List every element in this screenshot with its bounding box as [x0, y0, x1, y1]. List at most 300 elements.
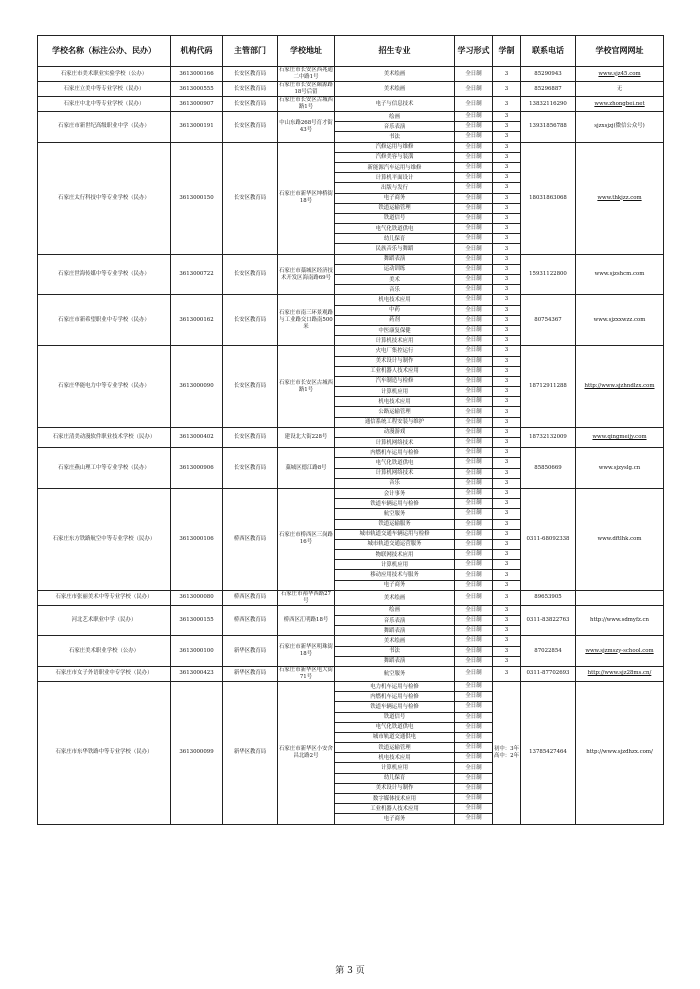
study-duration: 3 [493, 183, 521, 193]
enrollment-major: 城市轨道交通车辆运用与检修 [335, 529, 455, 539]
enrollment-major: 电气化铁道供电 [335, 224, 455, 234]
study-mode: 全日制 [455, 488, 493, 498]
enrollment-major: 美术绘画 [335, 82, 455, 97]
study-duration: 3 [493, 499, 521, 509]
study-duration: 3 [493, 427, 521, 437]
study-mode: 全日制 [455, 499, 493, 509]
enrollment-major: 音乐表演 [335, 616, 455, 626]
school-website: www.sjzshcm.com [576, 254, 664, 295]
enrollment-major: 汽修运用与维修 [335, 142, 455, 152]
study-duration: 3 [493, 550, 521, 560]
study-duration: 3 [493, 488, 521, 498]
supervising-department: 长安区教育局 [223, 97, 278, 112]
school-website: http://www.sjzdhzx.com/ [576, 681, 664, 824]
institution-code: 3613000162 [171, 295, 223, 346]
enrollment-major: 铁道车辆运用与检修 [335, 499, 455, 509]
enrollment-major: 幼儿保育 [335, 773, 455, 783]
study-duration: 3 [493, 448, 521, 458]
supervising-department: 长安区教育局 [223, 82, 278, 97]
study-mode: 全日制 [455, 397, 493, 407]
column-header: 联系电话 [521, 36, 576, 67]
study-mode: 全日制 [455, 254, 493, 264]
enrollment-major: 城市轨道交通供电 [335, 732, 455, 742]
study-mode: 全日制 [455, 112, 493, 122]
study-mode: 全日制 [455, 122, 493, 132]
school-address: 石家庄市新华区明珠街18号 [278, 636, 335, 667]
study-duration: 3 [493, 397, 521, 407]
study-mode: 全日制 [455, 605, 493, 615]
study-mode: 全日制 [455, 478, 493, 488]
supervising-department: 长安区教育局 [223, 254, 278, 295]
institution-code: 3613000423 [171, 666, 223, 681]
enrollment-major: 运动训练 [335, 264, 455, 274]
study-duration: 3 [493, 656, 521, 666]
enrollment-major: 中药 [335, 305, 455, 315]
table-row [38, 427, 664, 437]
school-address: 藁城区德江路8号 [278, 448, 335, 489]
study-duration: 3 [493, 519, 521, 529]
study-duration: 3 [493, 132, 521, 142]
table-row [38, 488, 664, 498]
enrollment-major: 新能源汽车运用与维修 [335, 162, 455, 172]
study-mode: 全日制 [455, 550, 493, 560]
study-mode: 全日制 [455, 529, 493, 539]
school-table [37, 35, 664, 825]
enrollment-major: 计算机网络技术 [335, 468, 455, 478]
supervising-department: 长安区教育局 [223, 346, 278, 428]
study-mode: 全日制 [455, 712, 493, 722]
column-header: 学制 [493, 36, 521, 67]
enrollment-major: 美术绘画 [335, 67, 455, 82]
study-mode: 全日制 [455, 376, 493, 386]
table-row [38, 590, 664, 605]
enrollment-major: 书法 [335, 646, 455, 656]
institution-code: 3613000402 [171, 427, 223, 447]
supervising-department: 桥西区教育局 [223, 590, 278, 605]
enrollment-major: 通信系统工程安装与维护 [335, 417, 455, 427]
table-row [38, 142, 664, 152]
study-mode: 全日制 [455, 427, 493, 437]
supervising-department: 长安区教育局 [223, 142, 278, 254]
supervising-department: 新华区教育局 [223, 636, 278, 667]
study-mode: 全日制 [455, 142, 493, 152]
study-mode: 全日制 [455, 152, 493, 162]
study-duration: 3 [493, 234, 521, 244]
institution-code: 3613000080 [171, 590, 223, 605]
institution-code: 3613000100 [171, 636, 223, 667]
enrollment-major: 电气化铁道供电 [335, 458, 455, 468]
study-mode: 全日制 [455, 722, 493, 732]
study-duration: 3 [493, 97, 521, 112]
study-mode: 全日制 [455, 305, 493, 315]
contact-phone: 85850669 [521, 448, 576, 489]
institution-code: 3613000090 [171, 346, 223, 428]
study-mode: 全日制 [455, 616, 493, 626]
enrollment-major: 电子商务 [335, 814, 455, 824]
school-website: www.dftlhk.com [576, 488, 664, 590]
supervising-department: 长安区教育局 [223, 112, 278, 143]
enrollment-major: 绘画 [335, 605, 455, 615]
school-name: 石家庄市东华铁路中等专业学校（民办） [38, 681, 171, 824]
enrollment-major: 计算机应用 [335, 560, 455, 570]
school-website: sjzxsjzj(微信公众号) [576, 112, 664, 143]
contact-phone: 13785427464 [521, 681, 576, 824]
study-mode: 全日制 [455, 519, 493, 529]
study-duration: 3 [493, 458, 521, 468]
school-address: 石家庄市裕华西路27号 [278, 590, 335, 605]
study-duration: 3 [493, 82, 521, 97]
supervising-department: 桥西区教育局 [223, 488, 278, 590]
school-website[interactable]: http://www.sjzhndlzx.com [576, 346, 664, 428]
enrollment-major: 内燃机车运用与检修 [335, 692, 455, 702]
study-mode: 全日制 [455, 636, 493, 646]
study-mode: 全日制 [455, 264, 493, 274]
enrollment-major: 铁道信号 [335, 213, 455, 223]
study-mode: 全日制 [455, 244, 493, 254]
enrollment-major: 机电技术应用 [335, 397, 455, 407]
enrollment-major: 工业机器人技术应用 [335, 366, 455, 376]
study-mode: 全日制 [455, 732, 493, 742]
school-address: 石家庄市长安区西兆通二中路1号 [279, 67, 333, 80]
enrollment-major: 汽车制造与检修 [335, 376, 455, 386]
school-address: 石家庄市桥西区三岗路16号 [278, 488, 335, 590]
study-duration: 3 [493, 636, 521, 646]
study-mode: 全日制 [455, 203, 493, 213]
study-duration: 3 [493, 590, 521, 605]
contact-phone: 85296887 [521, 82, 576, 97]
study-duration: 3 [493, 539, 521, 549]
enrollment-major: 汽修美容与装潢 [335, 152, 455, 162]
supervising-department: 长安区教育局 [223, 295, 278, 346]
enrollment-major: 物联网技术应用 [335, 550, 455, 560]
study-mode: 全日制 [455, 656, 493, 666]
enrollment-major: 电力机车运用与检修 [335, 681, 455, 691]
table-row [38, 112, 664, 122]
enrollment-major: 数字媒体技术应用 [335, 794, 455, 804]
study-mode: 全日制 [455, 366, 493, 376]
table-row [38, 636, 664, 646]
study-duration: 3 [493, 626, 521, 636]
school-name: 石家庄市新世纪高级职业中学（民办） [38, 112, 171, 143]
study-mode: 全日制 [455, 692, 493, 702]
enrollment-major: 音乐 [335, 285, 455, 295]
school-name: 石家庄燕山理工中等专业学校（民办） [38, 448, 171, 489]
enrollment-major: 出版与发行 [335, 183, 455, 193]
enrollment-major: 铁道运输管理 [335, 203, 455, 213]
school-address: 石家庄市长安区古城西路1号 [278, 346, 335, 428]
study-duration: 3 [493, 666, 521, 681]
enrollment-major: 机电技术应用 [335, 295, 455, 305]
enrollment-major: 计算机应用 [335, 387, 455, 397]
study-mode: 全日制 [455, 560, 493, 570]
study-mode: 全日制 [455, 234, 493, 244]
enrollment-major: 舞蹈表演 [335, 656, 455, 666]
enrollment-major: 航空服务 [335, 509, 455, 519]
enrollment-major: 计算机技术应用 [335, 336, 455, 346]
column-header: 学校官网网址 [576, 36, 664, 67]
study-mode: 全日制 [455, 285, 493, 295]
school-name: 石家庄华能电力中等专业学校（民办） [38, 346, 171, 428]
enrollment-major: 美术绘画 [335, 636, 455, 646]
table-row [38, 82, 664, 97]
institution-code: 3613000150 [171, 142, 223, 254]
contact-phone: 18732132009 [521, 427, 576, 447]
school-website: www.sjzxxwzz.com [576, 295, 664, 346]
contact-phone: 18031863068 [521, 142, 576, 254]
enrollment-major: 动漫游戏 [335, 427, 455, 437]
supervising-department: 新华区教育局 [223, 681, 278, 824]
enrollment-major: 电子与信息技术 [335, 97, 455, 112]
study-duration: 3 [493, 203, 521, 213]
school-name: 石家庄市张丽美术中等专业学校（民办） [38, 590, 171, 605]
enrollment-major: 工业机器人技术应用 [335, 804, 455, 814]
study-mode: 全日制 [455, 814, 493, 824]
contact-phone: 0311-83822763 [521, 605, 576, 636]
study-mode: 全日制 [455, 702, 493, 712]
study-duration: 3 [493, 478, 521, 488]
enrollment-major: 电子商务 [335, 193, 455, 203]
study-mode: 全日制 [455, 590, 493, 605]
school-table-container [37, 35, 663, 825]
institution-code: 3613000099 [171, 681, 223, 824]
contact-phone: 13931856788 [521, 112, 576, 143]
contact-phone: 13832116290 [521, 97, 576, 112]
table-row [38, 67, 664, 82]
table-row [38, 346, 664, 356]
table-row [38, 254, 664, 264]
school-website [576, 590, 664, 605]
enrollment-major: 公路运输管理 [335, 407, 455, 417]
study-duration: 3 [493, 67, 521, 82]
column-header: 学校名称（标注公办、民办） [38, 36, 171, 67]
institution-code: 3613000166 [171, 67, 223, 82]
table-row [38, 666, 664, 681]
school-website[interactable]: www.qingmeijy.com [576, 427, 664, 447]
school-website[interactable]: www.sjzmszy-school.com [576, 636, 664, 667]
enrollment-major: 会计事务 [335, 488, 455, 498]
study-duration: 3 [493, 605, 521, 615]
study-duration: 3 [493, 275, 521, 285]
school-address: 建设北大街228号 [278, 427, 335, 447]
contact-phone: 80754367 [521, 295, 576, 346]
column-header: 学校地址 [278, 36, 335, 67]
study-mode: 全日制 [455, 783, 493, 793]
study-mode: 全日制 [455, 67, 493, 82]
enrollment-major: 电子商务 [335, 580, 455, 590]
enrollment-major: 舞蹈表演 [335, 254, 455, 264]
study-duration: 3 [493, 336, 521, 346]
study-duration: 3 [493, 366, 521, 376]
study-mode: 全日制 [455, 794, 493, 804]
enrollment-major: 舞蹈表演 [335, 626, 455, 636]
enrollment-major: 民族音乐与舞蹈 [335, 244, 455, 254]
study-mode: 全日制 [455, 570, 493, 580]
enrollment-major: 绘画 [335, 112, 455, 122]
school-address: 石家庄市长安区古城西路1号 [279, 97, 333, 110]
school-website[interactable]: www.thkjzz.com [576, 142, 664, 254]
enrollment-major: 书法 [335, 132, 455, 142]
supervising-department: 长安区教育局 [223, 448, 278, 489]
study-mode: 全日制 [455, 213, 493, 223]
institution-code: 3613000907 [171, 97, 223, 112]
supervising-department: 长安区教育局 [223, 67, 278, 82]
study-duration: 3 [493, 224, 521, 234]
school-name: 河北艺术职业中学（民办） [38, 605, 171, 636]
enrollment-major: 火电厂集控运行 [335, 346, 455, 356]
school-name: 石家庄中北中等专业学校（民办） [38, 97, 171, 112]
study-mode: 全日制 [455, 458, 493, 468]
contact-phone: 89653905 [521, 590, 576, 605]
enrollment-major: 内燃机车运用与检修 [335, 448, 455, 458]
contact-phone: 0311-68092338 [521, 488, 576, 590]
table-row [38, 97, 664, 112]
study-mode: 全日制 [455, 132, 493, 142]
study-mode: 全日制 [455, 356, 493, 366]
study-mode: 全日制 [455, 580, 493, 590]
enrollment-major: 铁道运输管理 [335, 743, 455, 753]
column-header: 招生专业 [335, 36, 455, 67]
enrollment-major: 药剂 [335, 315, 455, 325]
contact-phone: 0311-87702693 [521, 666, 576, 681]
school-address: 石家庄市新华区小安舍昌北路2号 [278, 681, 335, 824]
column-header: 学习形式 [455, 36, 493, 67]
enrollment-major: 中医康复保健 [335, 325, 455, 335]
school-address: 石家庄市长安区颐源路18号后留 [279, 82, 333, 95]
study-mode: 全日制 [455, 773, 493, 783]
school-website[interactable]: http://www.sjz28ms.cn/ [576, 666, 664, 681]
contact-phone: 85290943 [521, 67, 576, 82]
study-duration: 3 [493, 315, 521, 325]
study-duration: 3 [493, 346, 521, 356]
study-duration: 3 [493, 376, 521, 386]
study-duration: 3 [493, 570, 521, 580]
study-duration: 3 [493, 264, 521, 274]
study-mode: 全日制 [455, 417, 493, 427]
contact-phone: 18712911288 [521, 346, 576, 428]
study-mode: 全日制 [455, 626, 493, 636]
enrollment-major: 电气化铁道供电 [335, 722, 455, 732]
school-address: 桥西区汇明路18号 [278, 605, 335, 636]
enrollment-major: 美术 [335, 275, 455, 285]
study-mode: 全日制 [455, 438, 493, 448]
school-name: 石家庄世海传媒中等专业学校（民办） [38, 254, 171, 295]
supervising-department: 新华区教育局 [223, 666, 278, 681]
study-mode: 全日制 [455, 743, 493, 753]
study-mode: 全日制 [455, 173, 493, 183]
institution-code: 3613000555 [171, 82, 223, 97]
study-duration: 3 [493, 438, 521, 448]
study-duration: 3 [493, 162, 521, 172]
institution-code: 3613000722 [171, 254, 223, 295]
supervising-department: 长安区教育局 [223, 427, 278, 447]
study-duration: 3 [493, 213, 521, 223]
study-mode: 全日制 [455, 346, 493, 356]
study-duration: 初中：3年 高中：2年 [493, 681, 521, 824]
study-duration: 3 [493, 112, 521, 122]
table-row [38, 681, 664, 691]
study-duration: 3 [493, 468, 521, 478]
study-duration: 3 [493, 325, 521, 335]
study-duration: 3 [493, 387, 521, 397]
study-mode: 全日制 [455, 82, 493, 97]
school-name: 石家庄美术职业学校（公办） [38, 636, 171, 667]
study-duration: 3 [493, 142, 521, 152]
study-mode: 全日制 [455, 681, 493, 691]
study-mode: 全日制 [455, 509, 493, 519]
enrollment-major: 音乐表演 [335, 122, 455, 132]
study-duration: 3 [493, 285, 521, 295]
school-address: 石家庄市南三环景观路与工业路交口路南500米 [278, 295, 335, 346]
contact-phone: 15931122800 [521, 254, 576, 295]
enrollment-major: 铁道信号 [335, 712, 455, 722]
enrollment-major: 移动应用技术与服务 [335, 570, 455, 580]
study-mode: 全日制 [455, 539, 493, 549]
institution-code: 3613000191 [171, 112, 223, 143]
study-mode: 全日制 [455, 275, 493, 285]
study-mode: 全日制 [455, 162, 493, 172]
school-website[interactable]: www.zhongbei.net [576, 97, 664, 112]
study-mode: 全日制 [455, 295, 493, 305]
school-name: 石家庄市女子外语职业中专学校（民办） [38, 666, 171, 681]
study-mode: 全日制 [455, 183, 493, 193]
study-duration: 3 [493, 295, 521, 305]
supervising-department: 桥西区教育局 [223, 605, 278, 636]
institution-code: 3613000106 [171, 488, 223, 590]
study-mode: 全日制 [455, 224, 493, 234]
table-header-row [38, 36, 664, 67]
table-row [38, 605, 664, 615]
study-duration: 3 [493, 244, 521, 254]
enrollment-major: 航空服务 [335, 666, 455, 681]
study-duration: 3 [493, 193, 521, 203]
school-name: 石家庄市新希望职业中专学校（民办） [38, 295, 171, 346]
table-row [38, 295, 664, 305]
enrollment-major: 机电技术应用 [335, 753, 455, 763]
enrollment-major: 铁道运输服务 [335, 519, 455, 529]
study-mode: 全日制 [455, 646, 493, 656]
study-mode: 全日制 [455, 336, 493, 346]
school-website: http://www.sdmyfz.cn [576, 605, 664, 636]
school-name: 石家庄立美中等专业学校（民办） [38, 82, 171, 97]
enrollment-major: 计算机平面设计 [335, 173, 455, 183]
school-address: 中山东路268号育才街43号 [278, 112, 335, 143]
study-duration: 3 [493, 356, 521, 366]
school-address: 石家庄市藁城区经济技术开发区海南路69号 [278, 254, 335, 295]
enrollment-major: 美术绘画 [335, 590, 455, 605]
school-website[interactable]: www.sjz45.com [576, 67, 664, 82]
study-duration: 3 [493, 254, 521, 264]
column-header: 机构代码 [171, 36, 223, 67]
enrollment-major: 幼儿保育 [335, 234, 455, 244]
school-name: 石家庄太行科技中等专业学校（民办） [38, 142, 171, 254]
enrollment-major: 计算机应用 [335, 763, 455, 773]
enrollment-major: 计算机网络技术 [335, 438, 455, 448]
enrollment-major: 铁道车辆运用与检修 [335, 702, 455, 712]
study-mode: 全日制 [455, 763, 493, 773]
school-address: 石家庄市新华区坤桥街18号 [278, 142, 335, 254]
study-mode: 全日制 [455, 407, 493, 417]
enrollment-major: 美术设计与制作 [335, 783, 455, 793]
study-duration: 3 [493, 173, 521, 183]
school-website: 无 [576, 82, 664, 97]
page-number: 第 3 页 [335, 966, 365, 976]
study-mode: 全日制 [455, 325, 493, 335]
table-row [38, 448, 664, 458]
study-duration: 3 [493, 305, 521, 315]
study-duration: 3 [493, 122, 521, 132]
study-mode: 全日制 [455, 753, 493, 763]
column-header: 主管部门 [223, 36, 278, 67]
